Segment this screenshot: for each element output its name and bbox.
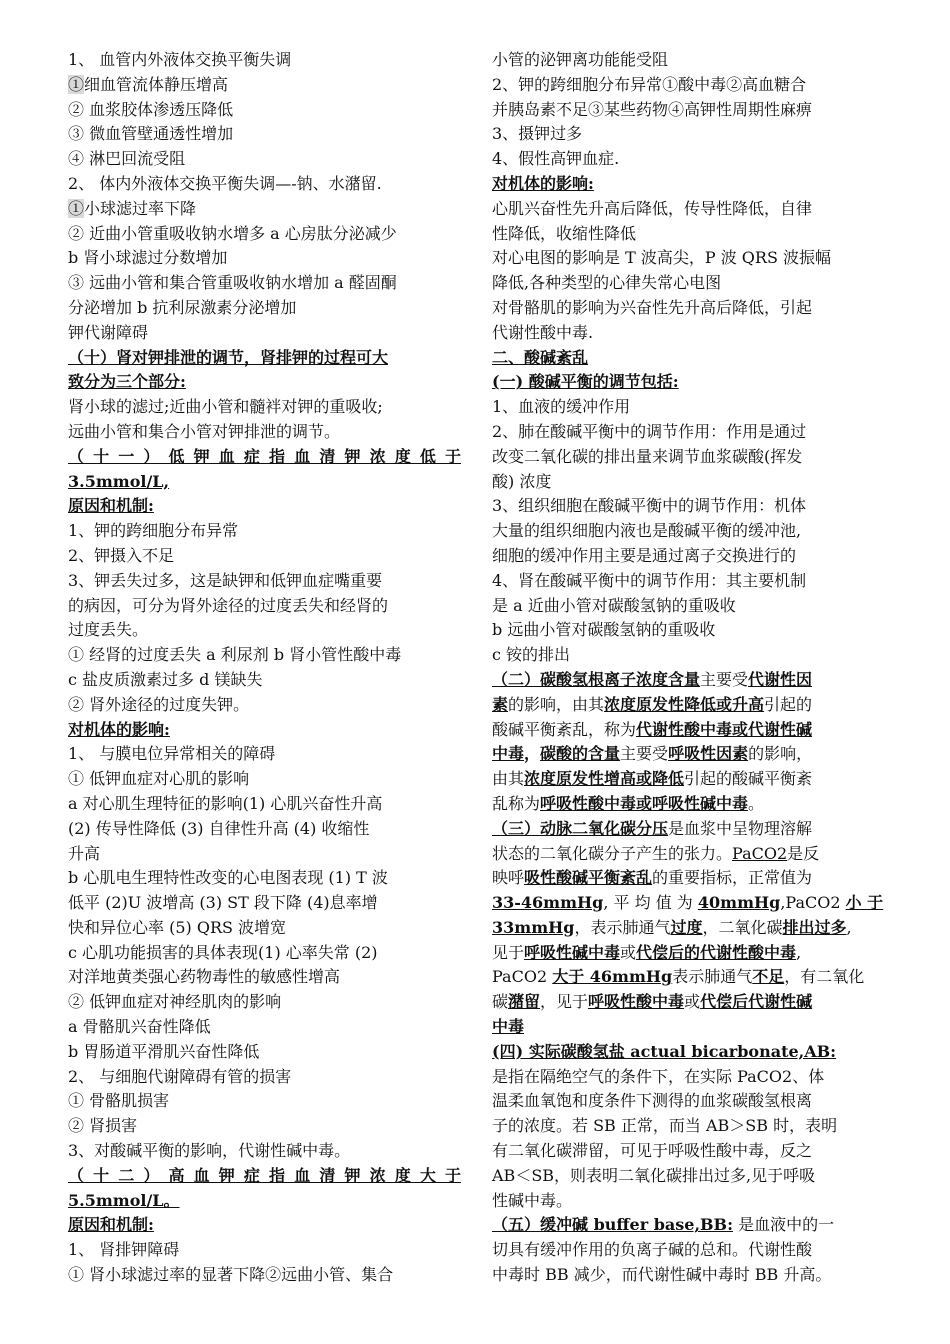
emphasis-span: 浓度原发性增高或降低 [524, 769, 685, 789]
text-line: 对心电图的影响是 T 波高尖，P 波 QRS 波振幅 [492, 248, 831, 268]
text-span: 的重要指标，正常值为 [652, 868, 813, 888]
text-line: 切具有缓冲作用的负离子碱的总和。代谢性酸 [492, 1240, 813, 1260]
emphasis-span: 碳酸的含量 [540, 744, 621, 764]
text-line: 性降低，收缩性降低 [492, 223, 637, 243]
emphasis-span: 小 于 [845, 893, 884, 913]
text-line [492, 668, 885, 693]
text-line: ② 肾损害 [68, 1116, 138, 1136]
text-span: ，表示肺通气 [574, 917, 671, 937]
text-span: 的影响， [748, 744, 813, 764]
emphasis-span: 代偿后的代谢性酸中毒 [636, 942, 797, 962]
text-line [492, 941, 885, 966]
text-line: b 胃肠道平滑肌兴奋性降低 [68, 1041, 260, 1061]
text-line [492, 1213, 885, 1238]
text-line: 2、 体内外液体交换平衡失调—-钠、水潴留. [68, 173, 382, 193]
text-line: 是指在隔绝空气的条件下，在实际 PaCO2、体 [492, 1066, 825, 1086]
text-line: c 心肌功能损害的具体表现(1) 心率失常 (2) [68, 942, 378, 962]
text-span: 乱称为 [492, 793, 541, 813]
emphasis-span: 潴留 [508, 992, 541, 1012]
text-line: 酸) 浓度 [492, 471, 552, 491]
text-line [492, 965, 885, 990]
heading-span: （五）缓冲碱 buffer base,BB: [492, 1215, 733, 1235]
text-line: 小管的泌钾离功能能受阻 [492, 50, 669, 69]
text-span: 或 [684, 992, 701, 1012]
text-line: b 远曲小管对碳酸氢钠的重吸收 [492, 620, 716, 640]
text-line: 1、 肾排钾障碍 [68, 1240, 180, 1260]
text-span: 是血液中的一 [732, 1215, 835, 1235]
text-span: PaCO2 [492, 967, 553, 987]
text-span: 碳 [492, 992, 509, 1012]
heading-span: （二）碳酸氢根离子浓度含量 [492, 669, 701, 689]
text-line: 1、 血管内外液体交换平衡失调 [68, 50, 292, 69]
text-line: 3、组织细胞在酸碱平衡中的调节作用：机体 [492, 496, 807, 516]
text-line [492, 693, 885, 718]
text-line: b 心肌电生理特性改变的心电图表现 (1) T 波 [68, 868, 388, 888]
text-line: ① 经肾的过度丢失 a 利尿剂 b 肾小管性酸中毒 [68, 645, 402, 665]
text-span: ，有二氧化 [784, 967, 865, 987]
text-line [492, 817, 885, 842]
emphasis-span: 代偿后代谢性碱 [700, 992, 813, 1012]
text-line: 心肌兴奋性先升高后降低，传导性降低，自律 [492, 198, 813, 218]
text-line: 3、钾丢失过多，这是缺钾和低钾血症嘴重要 [68, 570, 383, 590]
text-span: 状态的二氧化碳分子产生的张力。 [492, 843, 733, 863]
text-line: 大量的组织细胞内液也是酸碱平衡的缓冲池, [492, 521, 802, 541]
emphasis-span: 呼吸性酸中毒 [588, 992, 685, 1012]
text-span: 酸碱平衡紊乱，称为 [492, 719, 637, 739]
text-line: 快和异位心率 (5) QRS 波增宽 [68, 917, 287, 937]
text-line: 2、钾的跨细胞分布异常①酸中毒②高血糖合 [492, 74, 807, 94]
right-column [492, 48, 885, 1288]
emphasis-span: 呼吸性碱中毒 [524, 942, 621, 962]
text-line [492, 792, 885, 817]
text-line [492, 842, 885, 867]
text-line: ② 血浆胶体渗透压降低 [68, 99, 234, 119]
text-span: 引起的酸碱平衡紊 [684, 769, 813, 789]
text-line: 2、肺在酸碱平衡中的调节作用：作用是通过 [492, 421, 807, 441]
text-span: 的影响，由其 [508, 694, 605, 714]
emphasis-span: 不足 [752, 967, 785, 987]
text-line: a 对心肌生理特征的影响(1) 心肌兴奋性升高 [68, 793, 383, 813]
text-line: 2、钾摄入不足 [68, 545, 175, 565]
text-line: 低平 (2)U 波增高 (3) ST 段下降 (4)息率增 [68, 893, 378, 913]
section-heading: 二、酸碱紊乱 [492, 347, 589, 367]
text-line: ③ 远曲小管和集合管重吸收钠水增加 a 醛固酮 [68, 273, 397, 293]
text-span: 引起的 [764, 694, 813, 714]
emphasis-span: 代谢性酸中毒或代谢性碱 [636, 719, 813, 739]
text-line: ② 近曲小管重吸收钠水增多 a 心房肽分泌减少 [68, 223, 397, 243]
text-line: 过度丢失。 [68, 620, 149, 640]
emphasis-span: 33mmHg [492, 917, 575, 937]
text-span: 是血浆中呈物理溶解 [668, 818, 813, 838]
list-marker: ① [68, 74, 85, 94]
text-line: 的病因，可分为肾外途径的过度丢失和经肾的 [68, 595, 389, 615]
emphasis-span: 呼吸性因素 [668, 744, 749, 764]
section-heading: （十一）低钾血症指血清钾浓度低于 [68, 446, 461, 466]
text-span: 主要受 [700, 669, 749, 689]
text-line: 有二氧化碳滞留，可见于呼吸性酸中毒，反之 [492, 1141, 813, 1161]
section-heading: 5.5mmol/L。 [68, 1190, 180, 1210]
section-heading: （十）肾对钾排泄的调节，肾排钾的过程可大 [68, 347, 389, 367]
emphasis-span: 素 [492, 694, 509, 714]
text-line: 肾小球的滤过;近曲小管和髓袢对钾的重吸收; [68, 397, 383, 417]
text-line [68, 197, 461, 222]
text-line: 1、血液的缓冲作用 [492, 397, 631, 417]
text-line: 性碱中毒。 [492, 1190, 573, 1210]
text-line: 4、假性高钾血症. [492, 149, 620, 169]
text-line: ① 骨骼肌损害 [68, 1091, 170, 1111]
emphasis-span: 浓度原发性降低或升高 [604, 694, 765, 714]
section-heading: (四) 实际碳酸氢盐 actual bicarbonate,AB: [492, 1041, 837, 1061]
text-line: 温柔血氧饱和度条件下测得的血浆碳酸氢根离 [492, 1091, 813, 1111]
section-heading: 致分为三个部分: [68, 372, 186, 392]
emphasis-span: PaCO2 [732, 843, 788, 863]
text-line [492, 767, 885, 792]
text-span: ，二氧化碳 [702, 917, 783, 937]
text-line: 对洋地黄类强心药物毒性的敏感性增高 [68, 967, 341, 987]
text-line: b 肾小球滤过分数增加 [68, 248, 228, 268]
text-line: 分泌增加 b 抗利尿激素分泌增加 [68, 297, 297, 317]
text-line [492, 916, 885, 941]
emphasis-span: 40mmHg [697, 893, 781, 913]
text-line: ① 肾小球滤过率的显著下降②远曲小管、集合 [68, 1265, 394, 1285]
text-span: 或 [620, 942, 637, 962]
text-line [492, 742, 885, 767]
subheading: 对机体的影响: [68, 719, 170, 739]
emphasis-span: 吸性酸碱平衡紊乱 [524, 868, 653, 888]
text-span: ， [524, 744, 541, 764]
text-line: 并胰岛素不足③某些药物④高钾性周期性麻痹 [492, 99, 813, 119]
text-line: AB＜SB，则表明二氧化碳排出过多,见于呼吸 [492, 1165, 816, 1185]
text-line: 中毒时 BB 减少，而代谢性碱中毒时 BB 升高。 [492, 1265, 832, 1285]
text-line: 子的浓度。若 SB 正常，而当 AB＞SB 时，表明 [492, 1116, 838, 1136]
text-line: 中毒 [492, 1017, 525, 1037]
text-span: 映呼 [492, 868, 525, 888]
text-line: (2) 传导性降低 (3) 自律性升高 (4) 收缩性 [68, 818, 370, 838]
text-span: ，见于 [540, 992, 589, 1012]
emphasis-span: 代谢性因 [748, 669, 813, 689]
text-span: , [846, 917, 852, 937]
text-line: 是 a 近曲小管对碳酸氢钠的重吸收 [492, 595, 736, 615]
subheading: 对机体的影响: [492, 173, 594, 193]
text-span: , 平 均 值 为 [603, 893, 698, 913]
text-line: ③ 微血管壁通透性增加 [68, 124, 234, 144]
subheading: 原因和机制: [68, 496, 154, 516]
text-line: 远曲小管和集合小管对钾排泄的调节。 [68, 421, 341, 441]
subheading: 原因和机制: [68, 1215, 154, 1235]
text-span: 表示肺通气 [672, 967, 753, 987]
text-line [68, 73, 461, 98]
text-line: ④ 淋巴回流受阻 [68, 149, 186, 169]
text-line: 升高 [68, 843, 101, 863]
text-line: 对骨骼肌的影响为兴奋性先升高后降低，引起 [492, 297, 813, 317]
text-line: 2、 与细胞代谢障碍有管的损害 [68, 1066, 292, 1086]
text-line: 代谢性酸中毒. [492, 322, 594, 342]
section-heading: （十二）高血钾症指血清钾浓度大于 [68, 1165, 461, 1185]
text-span: 是反 [787, 843, 820, 863]
text-line [492, 891, 885, 916]
section-heading: (一) 酸碱平衡的调节包括: [492, 372, 679, 392]
text-line: c 铵的排出 [492, 645, 571, 665]
text-line: 3、摄钾过多 [492, 124, 583, 144]
text-span: , [796, 942, 802, 962]
text-line: ② 肾外途径的过度失钾。 [68, 694, 250, 714]
text-span: 细血管流体静压增高 [84, 74, 229, 94]
text-span: 由其 [492, 769, 525, 789]
emphasis-span: 排出过多 [782, 917, 847, 937]
section-heading: 3.5mmol/L, [68, 471, 170, 491]
text-line [492, 990, 885, 1015]
heading-span: （三）动脉二氧化碳分压 [492, 818, 669, 838]
text-line: c 盐皮质激素过多 d 镁缺失 [68, 669, 263, 689]
text-line: a 骨骼肌兴奋性降低 [68, 1017, 211, 1037]
text-line: 1、钾的跨细胞分布异常 [68, 521, 239, 541]
text-line: 降低,各种类型的心律失常心电图 [492, 273, 722, 293]
emphasis-span: 过度 [670, 917, 703, 937]
text-line [492, 718, 885, 743]
emphasis-span: 中毒 [492, 744, 525, 764]
text-span: 。 [748, 793, 765, 813]
left-column [68, 48, 461, 1288]
text-line: ② 低钾血症对神经肌肉的影响 [68, 992, 282, 1012]
text-line: 1、 与膜电位异常相关的障碍 [68, 744, 276, 764]
text-span: 见于 [492, 942, 525, 962]
emphasis-span: 大于 46mmHg [552, 967, 673, 987]
text-line: ① 低钾血症对心肌的影响 [68, 769, 250, 789]
emphasis-span: 呼吸性酸中毒或呼吸性碱中毒 [540, 793, 749, 813]
text-line: 改变二氧化碳的排出量来调节血浆碳酸(挥发 [492, 446, 803, 466]
text-span: 小球滤过率下降 [84, 198, 197, 218]
text-line: 钾代谢障碍 [68, 322, 149, 342]
emphasis-span: 33-46mmHg [492, 893, 604, 913]
text-line [492, 866, 885, 891]
text-line: 4、肾在酸碱平衡中的调节作用：其主要机制 [492, 570, 807, 590]
text-line: 3、对酸碱平衡的影响，代谢性碱中毒。 [68, 1141, 351, 1161]
text-line: 细胞的缓冲作用主要是通过离子交换进行的 [492, 545, 797, 565]
text-span: 主要受 [620, 744, 669, 764]
text-span: ,PaCO2 [780, 893, 846, 913]
list-marker: ① [68, 198, 85, 218]
